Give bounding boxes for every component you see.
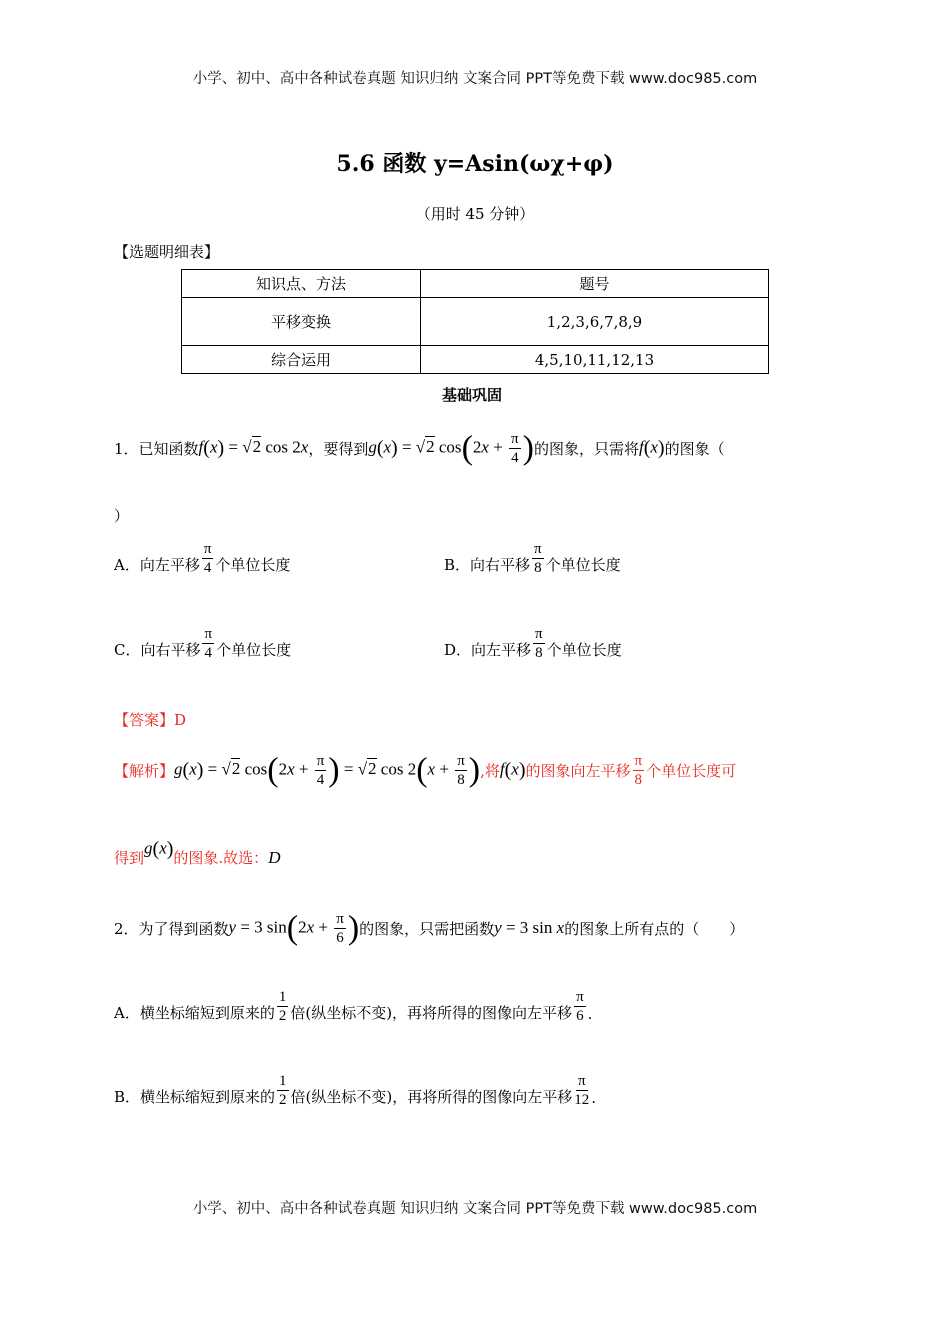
page-footer: 小学、初中、高中各种试卷真题 知识归纳 文案合同 PPT等免费下载 www.doc985.com — [192, 1201, 758, 1217]
q2-option-a — [114, 988, 592, 1023]
option-tail: 个单位长度 — [545, 556, 621, 574]
formula-g: g(x) = √2 cos(2x + $\frac{\pi}{4}$ ) — [368, 429, 534, 466]
option-mid: 倍(纵坐标不变)，再将所得的图像向左平移 — [290, 1004, 573, 1022]
q2-formula-base: y = 3 sin x — [494, 918, 565, 937]
option-label: A．向左平移 — [114, 556, 200, 574]
q2-formula-y: y = 3 sin(2x + $\frac{\pi}{6}$ ) — [228, 909, 360, 946]
analysis-tail: 个单位长度可 — [646, 761, 737, 780]
selection-table-label: 【选题明细表】 — [114, 243, 220, 261]
table-cell: 综合运用 — [182, 346, 421, 374]
option-label: B．向右平移 — [444, 556, 531, 574]
option-tail: . — [591, 1089, 597, 1107]
option-tail: 个单位长度 — [546, 641, 622, 659]
option-tail: 个单位长度 — [215, 556, 291, 574]
page-header: 小学、初中、高中各种试卷真题 知识归纳 文案合同 PPT等免费下载 www.doc985.com — [192, 71, 758, 87]
option-label: C．向右平移 — [114, 641, 201, 659]
q1-stem-end: 的图象（ — [664, 439, 725, 458]
analysis-choice: D — [268, 847, 281, 867]
option-fraction: $\frac{\pi}{4}$ — [203, 541, 212, 576]
option-fraction: $\frac{\pi}{8}$ — [535, 626, 543, 661]
table-cell: 1,2,3,6,7,8,9 — [421, 298, 769, 346]
option-label: B．横坐标缩短到原来的 — [114, 1088, 276, 1106]
q2-stem-mid: 的图象，只需把函数 — [359, 919, 495, 938]
q1-option-a — [114, 540, 290, 575]
analysis-gx: g(x) — [144, 838, 174, 860]
table-row — [182, 346, 769, 374]
q1-close: ） — [114, 507, 130, 525]
table-header-cell: 知识点、方法 — [182, 270, 421, 298]
answer-value: D — [174, 711, 187, 729]
section-heading: 基础巩固 — [442, 386, 503, 404]
option-tail: 个单位长度 — [216, 641, 292, 659]
formula-fx: f(x) — [638, 436, 665, 459]
option-mid: 倍(纵坐标不变)，再将所得的图像向左平移 — [290, 1088, 573, 1106]
option-half: $\frac{1}{2}$ — [279, 1073, 287, 1108]
option-half: $\frac{1}{2}$ — [278, 989, 287, 1024]
option-label: A．横坐标缩短到原来的 — [114, 1004, 275, 1022]
q1-analysis-line2 — [114, 838, 281, 869]
q1-stem-after: 的图象，只需将 — [533, 439, 639, 458]
q1-option-c — [114, 625, 291, 660]
q2-option-b — [114, 1072, 596, 1107]
table-row — [182, 298, 769, 346]
question-2 — [114, 900, 744, 956]
q1-answer — [114, 709, 186, 730]
analysis-after: 的图象向左平移 — [525, 761, 631, 780]
analysis-fx: f(x) — [499, 758, 526, 781]
time-limit: （用时 45 分钟） — [415, 205, 535, 223]
table-cell: 4,5,10,11,12,13 — [421, 346, 769, 374]
analysis-line2-b: 的图象.故选： — [173, 849, 269, 867]
option-label: D．向左平移 — [444, 641, 532, 659]
option-fraction: $\frac{\pi}{8}$ — [534, 541, 542, 576]
q1-stem: 1．已知函数 — [114, 439, 199, 458]
option-fraction: $\frac{\pi}{6}$ — [576, 989, 584, 1024]
option-fraction: $\frac{\pi}{12}$ — [574, 1073, 590, 1108]
q1-option-b — [444, 540, 621, 575]
q1-analysis — [114, 742, 736, 798]
q1-stem-mid: ，要得到 — [308, 439, 369, 458]
selection-table — [181, 269, 769, 374]
question-1 — [114, 420, 725, 476]
q1-option-d — [444, 625, 622, 660]
analysis-formula: g(x) = √2 cos(2x + $\frac{\pi}{4}$ ) = √2 cos 2(x + $\frac{\pi}{8}$ ) — [174, 751, 481, 788]
option-fraction: $\frac{\pi}{4}$ — [204, 626, 213, 661]
answer-label: 【答案】 — [114, 711, 175, 729]
analysis-fraction: $\frac{\pi}{8}$ — [634, 752, 643, 788]
table-cell: 平移变换 — [182, 298, 421, 346]
analysis-label: 【解析】 — [114, 761, 175, 780]
q2-stem-end: 的图象上所有点的（ ） — [564, 919, 745, 938]
formula-f: f(x) = √2 cos 2x — [198, 436, 309, 459]
table-header-cell: 题号 — [421, 270, 769, 298]
analysis-mid: ,将 — [480, 761, 500, 780]
q2-stem: 2．为了得到函数 — [114, 919, 229, 938]
table-header-row — [182, 270, 769, 298]
analysis-line2-a: 得到 — [114, 849, 145, 867]
page-title: 5.6 函数 y=Asin(ωχ+φ) — [336, 151, 614, 177]
option-tail: . — [587, 1005, 593, 1023]
